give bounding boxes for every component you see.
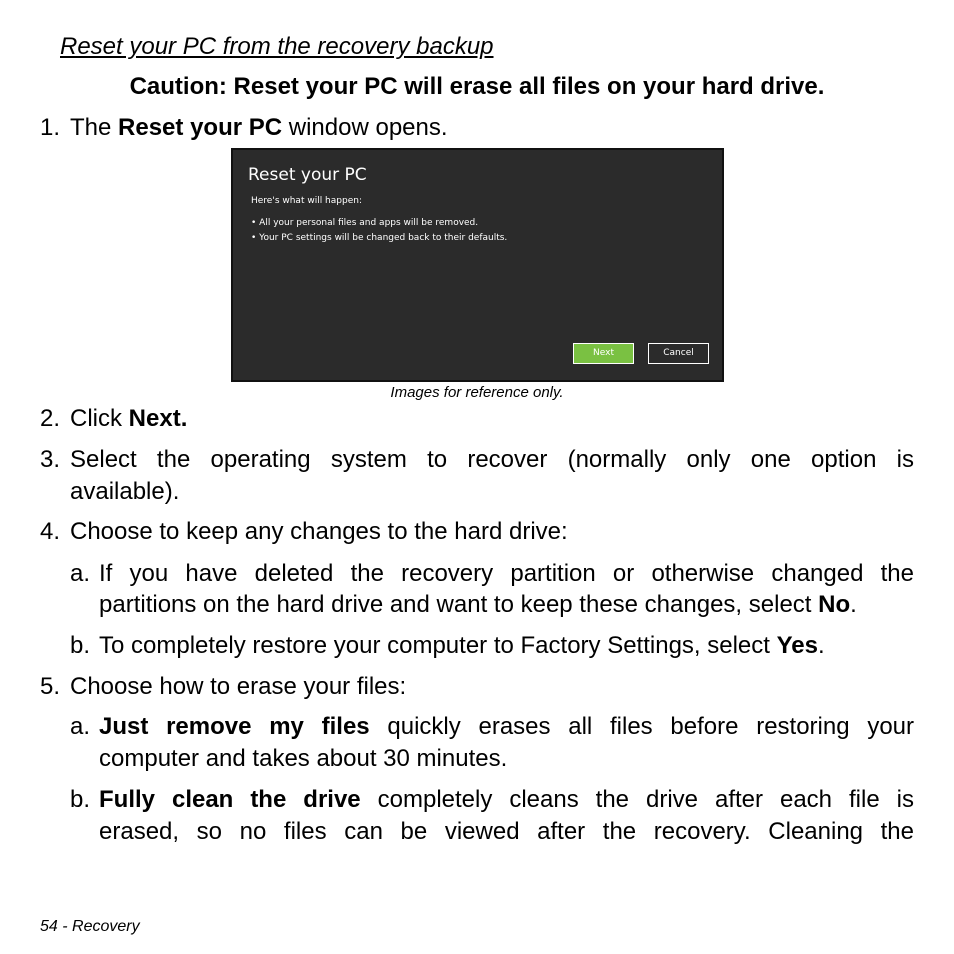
- dialog-bullet: • Your PC settings will be changed back to their defaults.: [251, 233, 508, 243]
- step-4b-post: .: [818, 632, 825, 659]
- step-2-bold: Next.: [128, 405, 188, 432]
- step-4-text: Choose to keep any changes to the hard drive:: [70, 518, 568, 545]
- step-4-number: 4.: [40, 518, 61, 545]
- dialog-subtitle: Here's what will happen:: [251, 196, 362, 206]
- step-5b-letter: b.: [70, 786, 91, 813]
- step-5a-letter: a.: [70, 713, 91, 740]
- step-1-pre: The: [70, 114, 119, 141]
- step-4a-bold: No: [818, 591, 851, 618]
- step-5a-line-2: computer and takes about 30 minutes.: [99, 745, 508, 772]
- step-5a-rest: quickly erases all files before restoring your: [369, 713, 914, 740]
- step-4a-post: .: [850, 591, 857, 618]
- reset-pc-screenshot: [231, 148, 724, 382]
- step-1-bold: Reset your PC: [118, 114, 283, 141]
- step-2-pre: Click: [70, 405, 129, 432]
- dialog-title: Reset your PC: [248, 165, 367, 185]
- step-5b-bold: Fully clean the drive: [99, 786, 361, 813]
- step-2-text: [70, 405, 187, 433]
- step-4a-line-2: [99, 591, 857, 619]
- step-3-line-2: available).: [70, 478, 180, 505]
- step-4b-pre: To completely restore your computer to Factory Settings, select: [99, 632, 777, 659]
- step-5a-line-1: [99, 713, 914, 741]
- step-4a-pre: partitions on the hard drive and want to keep these changes, select: [99, 591, 819, 618]
- step-3-line-1: Select the operating system to recover (normally only one option is: [70, 446, 914, 473]
- step-4b-text: [99, 632, 825, 660]
- step-5a-bold: Just remove my files: [99, 713, 370, 740]
- step-3-number: 3.: [40, 446, 61, 473]
- step-4b-letter: b.: [70, 632, 91, 659]
- caution-text: Caution: Reset your PC will erase all files on your hard drive.: [129, 73, 825, 100]
- image-caption: Images for reference only.: [390, 384, 564, 401]
- step-4a-line-1: If you have deleted the recovery partition or otherwise changed the: [99, 560, 914, 587]
- dialog-bullet: • All your personal files and apps will be removed.: [251, 218, 479, 228]
- step-1-post: window opens.: [282, 114, 448, 141]
- step-5b-rest: completely cleans the drive after each file is: [360, 786, 914, 813]
- step-5-number: 5.: [40, 673, 61, 700]
- step-5b-line-1: [99, 786, 914, 814]
- step-5b-line-2: erased, so no files can be viewed after the recovery. Cleaning the: [99, 818, 914, 845]
- step-4b-bold: Yes: [776, 632, 819, 659]
- step-1-number: 1.: [40, 114, 61, 141]
- step-4a-letter: a.: [70, 560, 91, 587]
- step-1-text: [70, 114, 448, 142]
- section-title: Reset your PC from the recovery backup: [60, 33, 494, 60]
- cancel-button[interactable]: Cancel: [648, 343, 709, 364]
- page-footer: 54 - Recovery: [40, 918, 140, 935]
- step-2-number: 2.: [40, 405, 61, 432]
- next-button[interactable]: Next: [573, 343, 634, 364]
- step-5-text: Choose how to erase your files:: [70, 673, 407, 700]
